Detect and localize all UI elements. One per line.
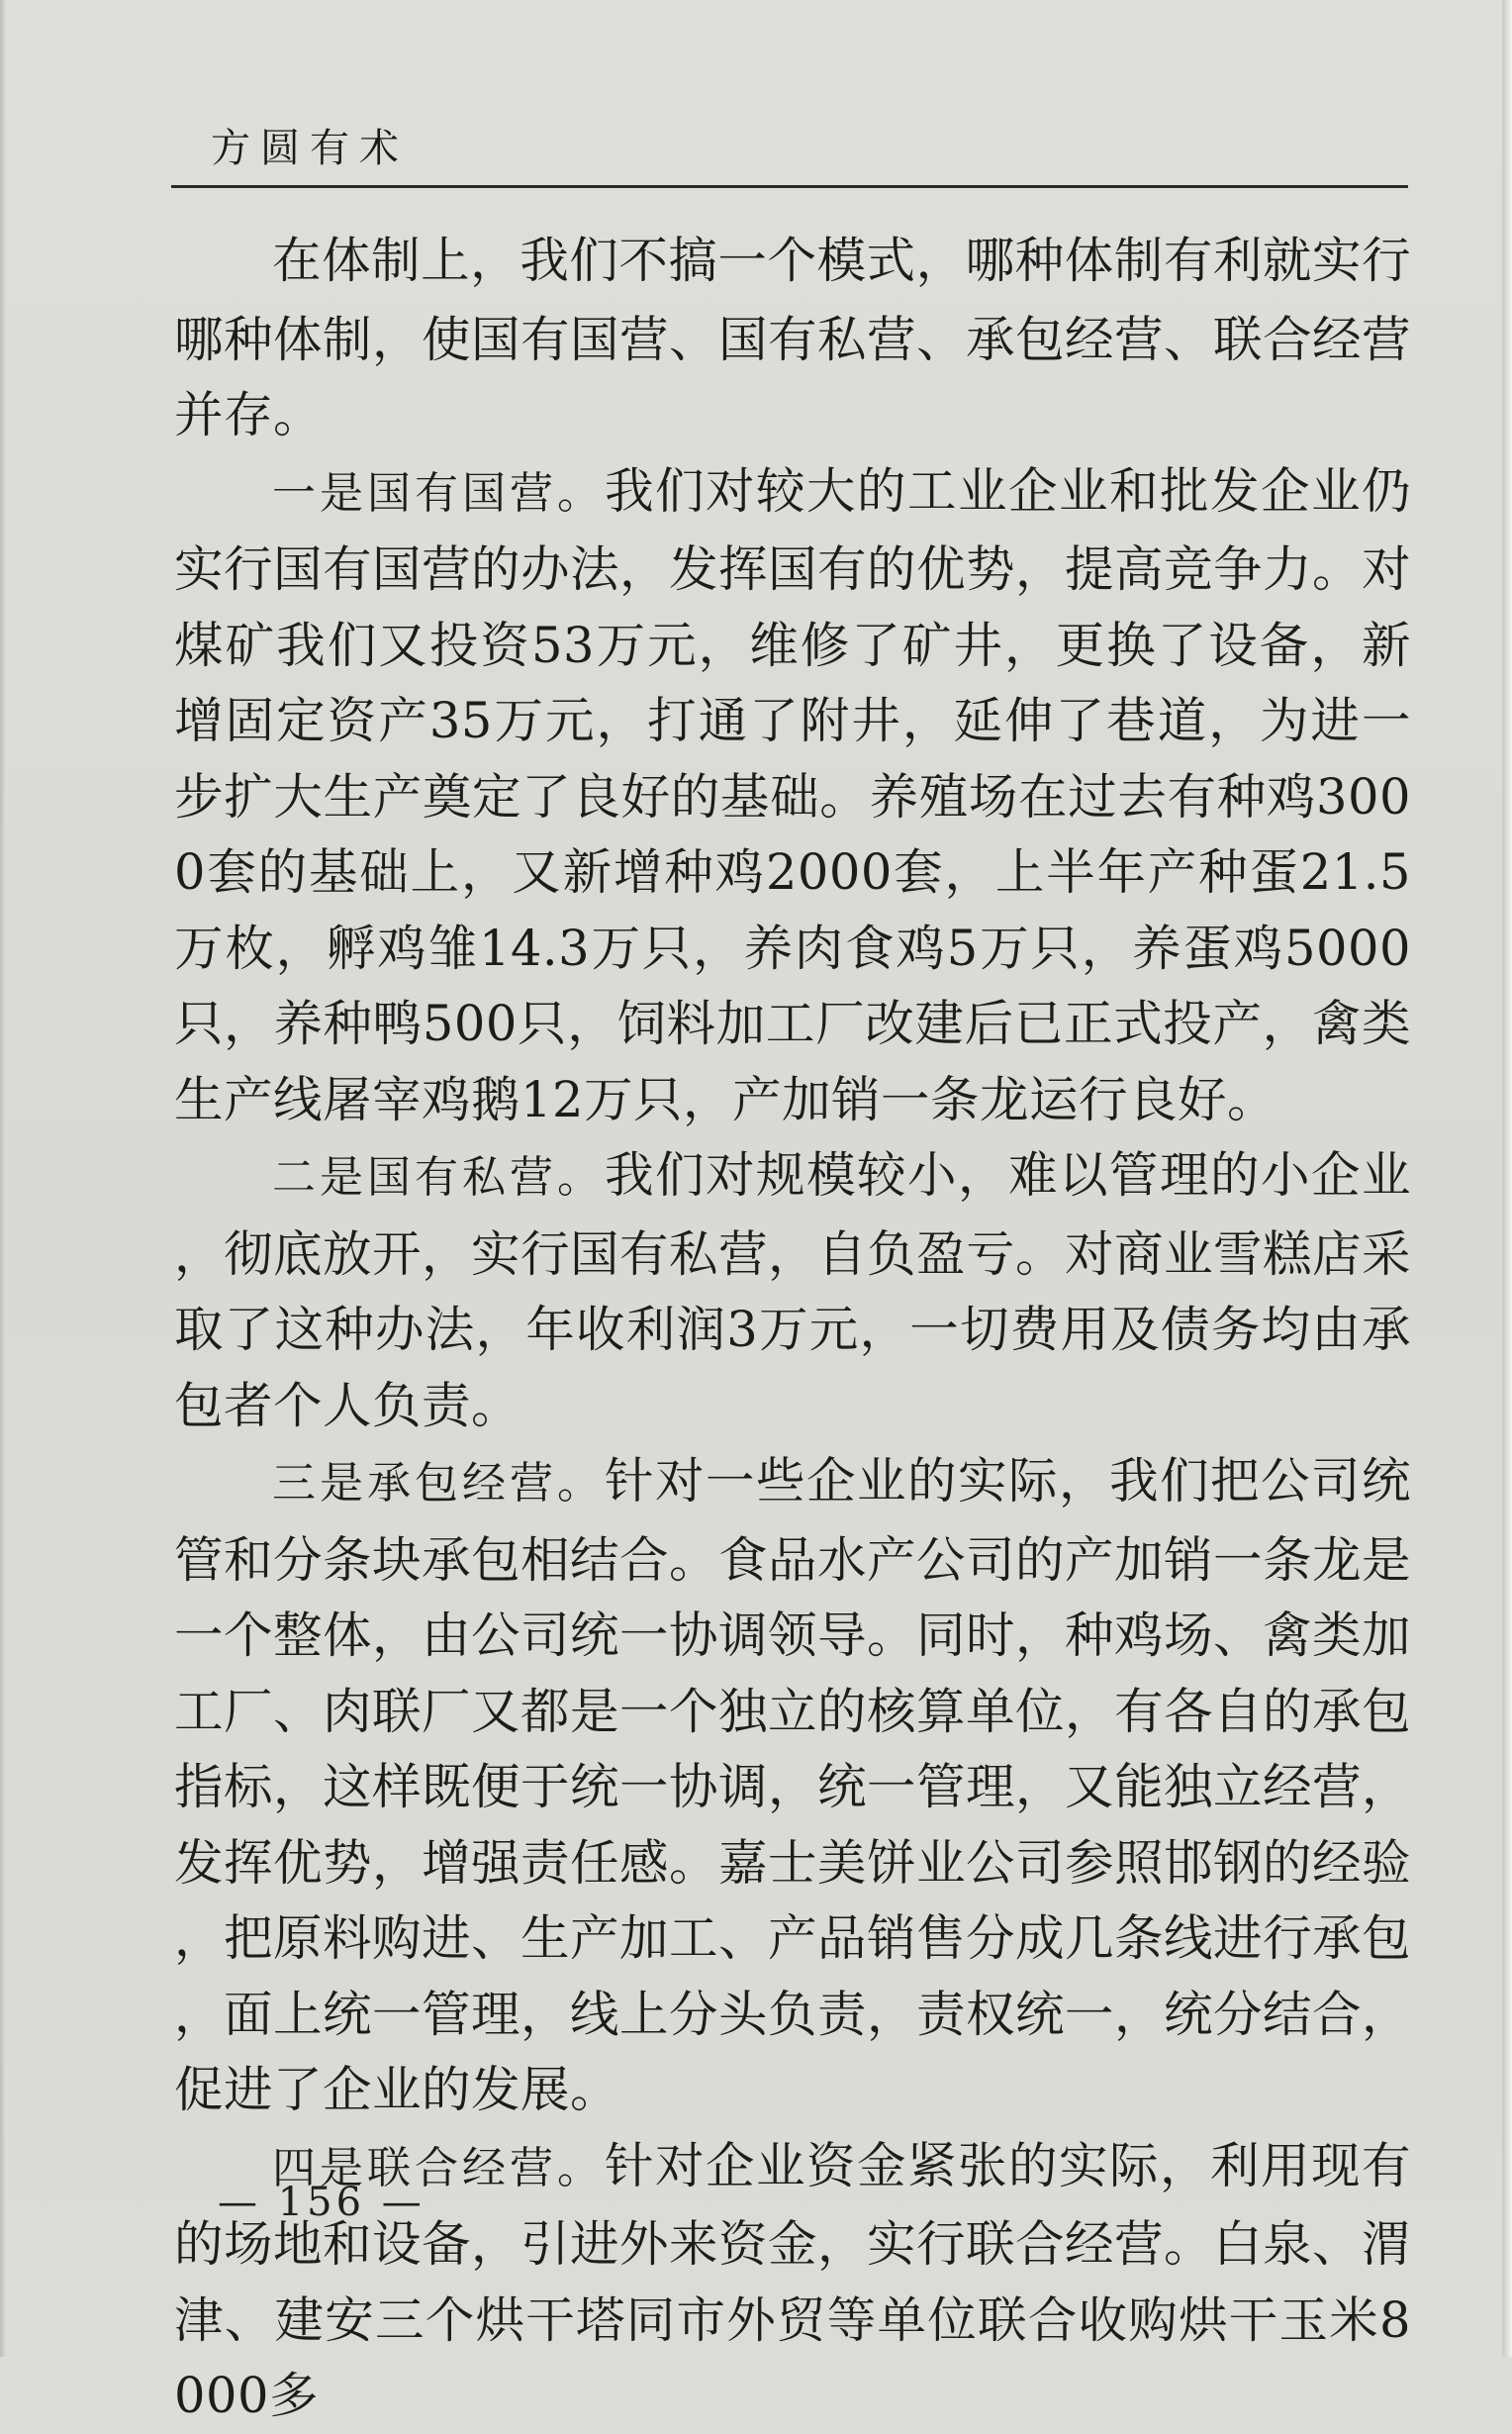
scan-edge-right	[1502, 0, 1512, 2357]
paragraph-text: 我们对较大的工业企业和批发企业仍实行国有国营的办法，发挥国有的优势，提高竞争力。对煤矿我们又投资53万元，维修了矿井，更换了设备，新增固定资产35万元，打通了附井，延伸了巷道，为进一步扩大生产奠定了良好的基础。养殖场在过去有种鸡3000套的基础上，又新增种鸡2000套，上半年产种蛋21.5万枚，孵鸡雏14.3万只，养肉食鸡5万只，养蛋鸡5000只，养种鸭500只，饲料加工厂改建后已正式投产，禽类生产线屠宰鸡鹅12万只，产加销一条龙运行良好。	[174, 461, 1411, 1128]
paragraph-lead: 三是承包经营。	[272, 1458, 605, 1509]
page-number: — 156 —	[218, 2180, 425, 2225]
header-rule	[171, 185, 1408, 188]
running-header-title: 方圆有术	[211, 126, 409, 171]
paragraph-lead: 二是国有私营。	[272, 1152, 605, 1203]
scan-shadow-left	[0, 0, 6, 2357]
paragraph-state-owned-private-run	[174, 1137, 1411, 1443]
paragraph-text: 针对一些企业的实际，我们把公司统管和分条块承包相结合。食品水产公司的产加销一条龙是一个整体，由公司统一协调领导。同时，种鸡场、禽类加工厂、肉联厂又都是一个独立的核算单位，有各自的承包指标，这样既便于统一协调，统一管理，又能独立经营，发挥优势，增强责任感。嘉士美饼业公司参照邯钢的经验，把原料购进、生产加工、产品销售分成几条线进行承包，面上统一管理，线上分头负责，责权统一，统分结合，促进了企业的发展。	[174, 1452, 1411, 2118]
paragraph-text: 在体制上，我们不搞一个模式，哪种体制有利就实行哪种体制，使国有国营、国有私营、承包经营、联合经营并存。	[174, 232, 1411, 443]
paragraph-state-owned-state-run	[174, 453, 1411, 1138]
paragraph-text: 针对企业资金紧张的实际，利用现有的场地和设备，引进外来资金，实行联合经营。白泉、渭津、建安三个烘干塔同市外贸等单位联合收购烘干玉米8000多	[174, 2136, 1411, 2424]
paragraph-text: 我们对规模较小，难以管理的小企业，彻底放开，实行国有私营，自负盈亏。对商业雪糕店采取了这种办法，年收利润3万元，一切费用及债务均由承包者个人负责。	[174, 1146, 1411, 1434]
paragraph-lead: 四是联合经营。	[272, 2142, 605, 2193]
paragraph-intro	[174, 223, 1411, 453]
paragraph-contract-management	[174, 1443, 1411, 2128]
paragraph-lead: 一是国有国营。	[272, 467, 605, 519]
body-text	[174, 223, 1411, 2434]
paragraph-joint-operation	[174, 2128, 1411, 2434]
